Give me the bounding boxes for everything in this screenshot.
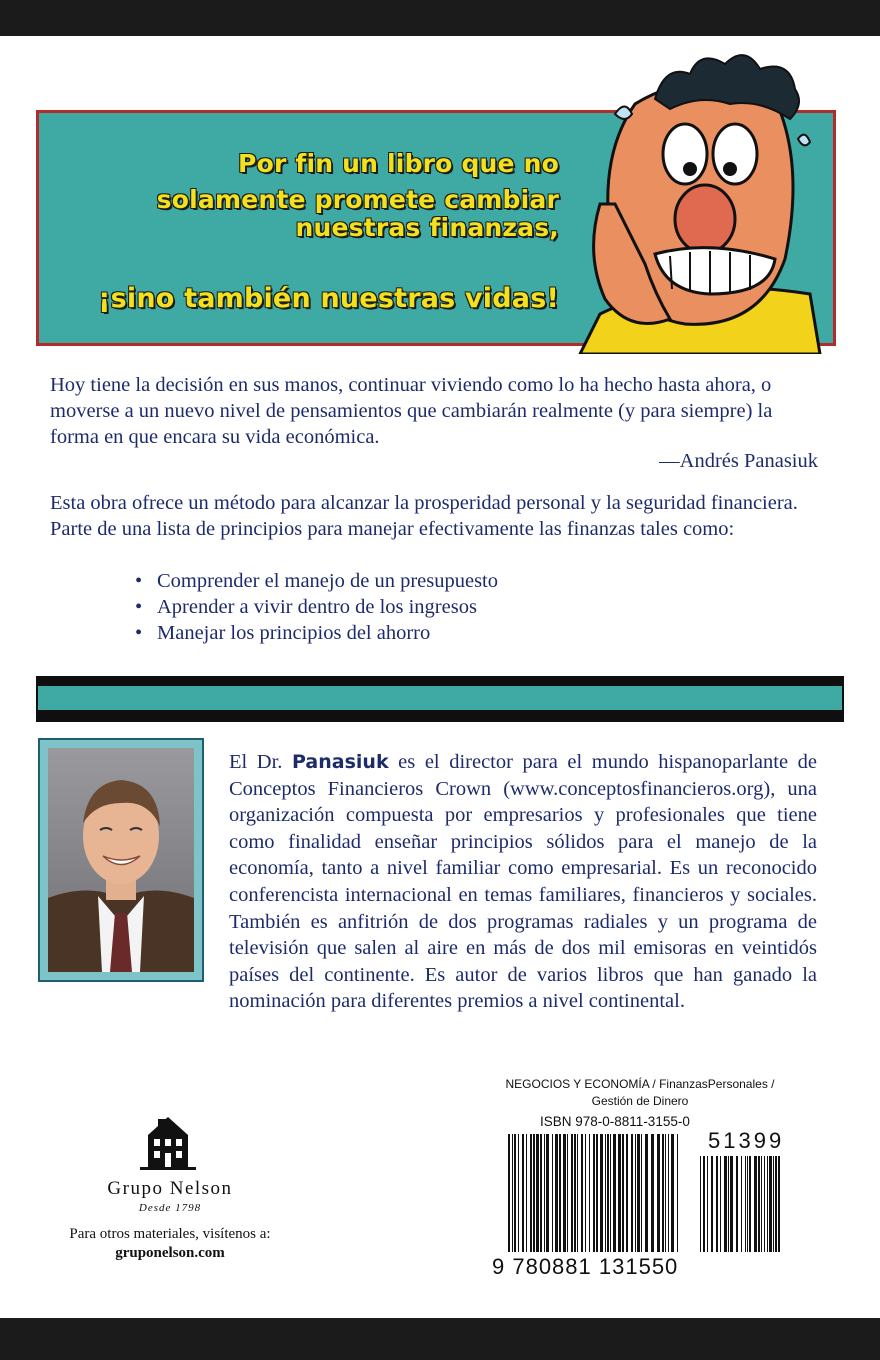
divider-band-teal (38, 686, 842, 710)
addon-bar (747, 1156, 748, 1252)
author-quote: Hoy tiene la decisión en sus manos, continuar viviendo como lo ha hecho hasta ahora, o moverse a un nuevo nivel de pensamientos que cambiarán realmente (y para siempre) la forma en que encara su vida económica. (50, 374, 773, 448)
barcode-bar (577, 1134, 578, 1252)
barcode-bar (544, 1134, 545, 1252)
barcode-bar (635, 1134, 636, 1252)
list-item: • Manejar los principios del ahorro (135, 620, 498, 646)
barcode-bar (552, 1134, 553, 1252)
barcode-bar (613, 1134, 616, 1252)
addon-bar (773, 1156, 774, 1252)
barcode-bar (671, 1134, 674, 1252)
isbn-label: ISBN 978-0-8811-3155-0 (540, 1114, 690, 1129)
addon-bar (749, 1156, 751, 1252)
addon-bar (778, 1156, 780, 1252)
barcode-bar (657, 1134, 660, 1252)
addon-bar (758, 1156, 760, 1252)
addon-bar (764, 1156, 765, 1252)
barcode-bar (522, 1134, 524, 1252)
teaser-line-1: Por fin un libro que no (238, 149, 559, 178)
addon-bar (741, 1156, 742, 1252)
category-line-1: NEGOCIOS Y ECONOMÍA / FinanzasPersonales / (505, 1077, 775, 1091)
addon-bar (754, 1156, 757, 1252)
addon-bar (745, 1156, 746, 1252)
addon-bar (724, 1156, 727, 1252)
barcode-bar (533, 1134, 535, 1252)
house-logo-icon (138, 1105, 198, 1175)
barcode-bar (610, 1134, 611, 1252)
addon-bar (730, 1156, 733, 1252)
barcode-bar (665, 1134, 666, 1252)
barcode-bar (514, 1134, 516, 1252)
addon-bar (736, 1156, 738, 1252)
barcode-bar (631, 1134, 633, 1252)
barcode-bar (555, 1134, 558, 1252)
teaser-line-2: solamente promete cambiar (156, 185, 559, 214)
addon-bar (728, 1156, 729, 1252)
bio-prefix: El Dr. (229, 751, 293, 773)
addon-bar (769, 1156, 772, 1252)
barcode-bar (563, 1134, 566, 1252)
addon-bar (775, 1156, 777, 1252)
top-dark-border (0, 0, 880, 40)
barcode-bar (574, 1134, 576, 1252)
barcode-bar (600, 1134, 603, 1252)
ean-digits: 9 780881 131550 (492, 1254, 679, 1279)
price-code: 51399 (708, 1128, 785, 1153)
barcode-bar (512, 1134, 513, 1252)
barcode-bar (518, 1134, 519, 1252)
teaser-line-3: nuestras finanzas, (295, 213, 559, 242)
teaser-line-4: ¡sino también nuestras vidas! (98, 283, 559, 314)
bottom-dark-border (0, 1318, 880, 1360)
principles-list (135, 568, 498, 646)
barcode-bar (622, 1134, 624, 1252)
barcode-bar (536, 1134, 539, 1252)
barcode-bar (618, 1134, 621, 1252)
barcode-bar (526, 1134, 527, 1252)
addon-bar (711, 1156, 713, 1252)
publisher-cta: Para otros materiales, visítenos a: (69, 1226, 271, 1242)
quote-author: —Andrés Panasiuk (659, 450, 818, 472)
barcode-bar (571, 1134, 573, 1252)
barcode-bar (540, 1134, 542, 1252)
addon-bar (703, 1156, 705, 1252)
author-name: Panasiuk (292, 751, 389, 773)
addon-bar (761, 1156, 762, 1252)
barcode-bar (677, 1134, 678, 1252)
barcode-bar (589, 1134, 590, 1252)
author-bio (229, 749, 817, 1015)
barcode-bar (637, 1134, 640, 1252)
barcode-bar (530, 1134, 532, 1252)
barcode-bar (546, 1134, 549, 1252)
addon-bar (767, 1156, 768, 1252)
barcode-bar (607, 1134, 609, 1252)
barcode-bar (593, 1134, 595, 1252)
book-description: Esta obra ofrece un método para alcanzar la prosperidad personal y la seguridad financiera. Parte de una lista de principios para manejar efectivamente las finanzas tales como: (50, 492, 798, 540)
barcode-bar (585, 1134, 586, 1252)
barcode-bar (605, 1134, 606, 1252)
author-photo-frame (38, 738, 204, 982)
publisher-name: Grupo Nelson (107, 1178, 233, 1199)
list-item: • Aprender a vivir dentro de los ingresos (135, 594, 498, 620)
barcode-bar (626, 1134, 628, 1252)
barcode-bar (508, 1134, 510, 1252)
addon-bar (707, 1156, 708, 1252)
barcode-bar (651, 1134, 654, 1252)
barcode-bar (581, 1134, 583, 1252)
list-item: • Comprender el manejo de un presupuesto (135, 568, 498, 594)
category-line-2: Gestión de Dinero (591, 1094, 689, 1108)
category-label (480, 1076, 800, 1110)
publisher-url[interactable]: gruponelson.com (115, 1245, 225, 1261)
bio-text: es el director para el mundo hispanoparlante de Conceptos Financieros Crown (www.conceptosfinancieros.org), una organización compuesta por empresarios y profesionales que tiene como finalidad enseñar principios sólidos para el manejo de la economía, tanto a nivel familiar como empresarial. Es un reconocido conferencista internacional en temas familiares, financieros y sociales. También es anfitrión de dos programas radiales y un programa de televisión que salen al aire en más de dos mil emisoras en veintidós países del continente. Es autor de varios libros que han ganado la nominación para diferentes premios a nivel continental. (229, 751, 818, 1013)
barcode-bar (641, 1134, 642, 1252)
barcode-bar (559, 1134, 561, 1252)
barcode-bar (567, 1134, 568, 1252)
addon-bar (700, 1156, 701, 1252)
addon-bar (716, 1156, 718, 1252)
barcode-bar (662, 1134, 664, 1252)
addon-bar (720, 1156, 721, 1252)
author-photo (48, 748, 194, 972)
barcode-bar (668, 1134, 669, 1252)
barcode-bar (596, 1134, 598, 1252)
publisher-since: Desde 1798 (138, 1202, 202, 1214)
worried-man-cartoon (560, 44, 845, 354)
divider-band (36, 676, 844, 722)
barcode-bar (645, 1134, 648, 1252)
